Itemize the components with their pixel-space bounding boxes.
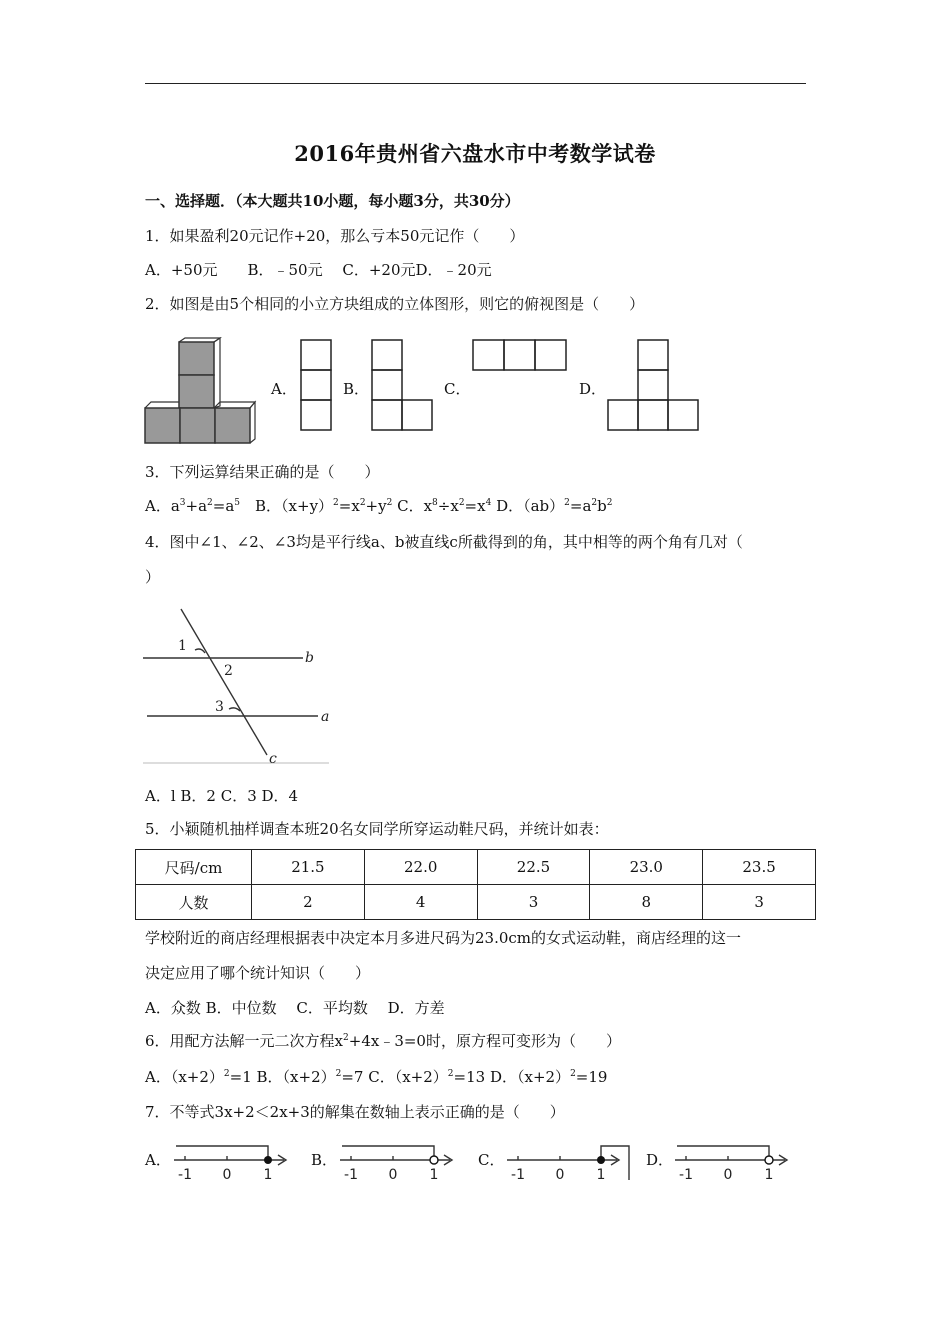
q7-option-a-label: A． [145,1151,171,1169]
section-heading: 一、选择题．（本大题共10小题，每小题3分，共30分） [145,192,520,210]
tick-label: 0 [388,1167,398,1182]
q7-stem: 7．不等式3x+2＜2x+3的解集在数轴上表示正确的是（ ） [145,1103,565,1121]
q2-solid-figure [143,336,258,446]
q7-option-b-label: B． [311,1151,338,1169]
tick-label: 1 [263,1167,273,1182]
q7-option-d-number-line [673,1142,793,1182]
tick-label: 0 [723,1167,733,1182]
tick-label: 0 [555,1167,565,1182]
tick-label: 1 [596,1167,606,1182]
q6-options: A．$(x+2)^2=1$ B．$(x+2)^2=7$ C．$(x+2)^2=13$ D．$(x+2)^2=19$ [145,1068,608,1086]
table-cell: 3 [703,885,816,920]
angle-2-label: 2 [224,663,233,679]
q3-stem: 3．下列运算结果正确的是（ ） [145,463,380,481]
q7-option-b-number-line [338,1142,458,1182]
angle-1-label: 1 [178,638,187,654]
line-a-label: a [321,709,330,725]
q2-option-d-label: D． [579,380,607,398]
table-cell: 4 [364,885,477,920]
line-b-label: b [305,650,314,666]
table-cell: 23.5 [703,850,816,885]
q2-option-b-label: B． [343,380,370,398]
q2-option-a-label: A． [271,380,297,398]
q2-option-b-figure [371,339,434,432]
q1-options: A．+50元 B．﹣50元 C．+20元D．﹣20元 [145,261,492,279]
tick-label: -1 [511,1167,525,1182]
tick-label: 1 [429,1167,439,1182]
q2-option-c-figure [472,339,568,371]
q7-option-a-number-line [172,1142,292,1182]
q2-option-d-figure [607,339,699,432]
table-row [136,885,816,920]
q5-after-2: 决定应用了哪个统计知识（ ） [145,964,371,982]
tick-label: -1 [344,1167,358,1182]
table-cell: 22.5 [477,850,590,885]
q4-options: A．l B．2 C．3 D．4 [145,787,299,805]
tick-label: -1 [178,1167,192,1182]
q5-options: A．众数 B．中位数 C．平均数 D．方差 [145,999,445,1017]
page-title: 2016年贵州省六盘水市中考数学试卷 [294,141,656,166]
table-cell: 23.0 [590,850,703,885]
table-row [136,850,816,885]
table-cell: 人数 [136,885,252,920]
q2-stem: 2．如图是由5个相同的小立方块组成的立体图形，则它的俯视图是（ ） [145,295,645,313]
q7-option-c-number-line [505,1142,633,1182]
shoe-size-table [135,849,816,920]
q4-parallel-lines-figure [143,603,333,765]
q2-option-c-label: C． [444,380,471,398]
q2-option-a-figure [300,339,332,432]
tick-label: -1 [679,1167,693,1182]
table-cell: 8 [590,885,703,920]
q6-stem: 6．用配方法解一元二次方程$x^2+4x﹣3=0$时，原方程可变形为（ ） [145,1032,621,1050]
header-rule [145,83,806,84]
q7-option-d-label: D． [646,1151,674,1169]
table-cell: 2 [252,885,365,920]
q4-stem: 4．图中∠1、∠2、∠3均是平行线a、b被直线c所截得到的角，其中相等的两个角有几对（ [145,533,743,551]
table-cell: 3 [477,885,590,920]
q5-after-1: 学校附近的商店经理根据表中决定本月多进尺码为23.0cm的女式运动鞋，商店经理的这一 [145,929,742,947]
table-cell: 22.0 [364,850,477,885]
q3-options: A．$a^3+a^2=a^5$ B．$(x+y)^2=x^2+y^2$ C．$x^8\div x^2=x^4$ D．$(ab)^2=a^2b^2$ [145,497,613,515]
line-c-label: c [269,751,277,765]
q7-option-c-label: C． [478,1151,505,1169]
angle-3-label: 3 [215,699,224,715]
table-cell: 尺码/cm [136,850,252,885]
q1-stem: 1．如果盈利20元记作+20，那么亏本50元记作（ ） [145,227,525,245]
q4-stem-cont: ） [145,568,161,586]
tick-label: 1 [764,1167,774,1182]
table-cell: 21.5 [252,850,365,885]
q5-stem: 5．小颖随机抽样调查本班20名女同学所穿运动鞋尺码，并统计如表： [145,820,609,838]
tick-label: 0 [222,1167,232,1182]
